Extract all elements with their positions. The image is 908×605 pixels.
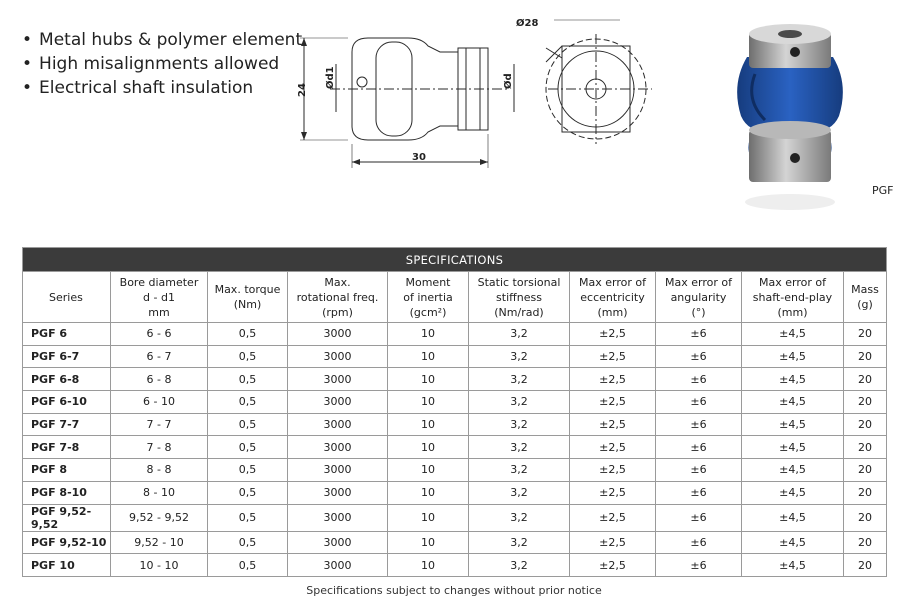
series-cell: PGF 10 bbox=[23, 554, 111, 577]
specifications-table bbox=[22, 247, 887, 577]
dim-diameter-label: Ø28 bbox=[516, 18, 539, 29]
table-cell: 0,5 bbox=[208, 323, 288, 346]
table-cell: ±6 bbox=[656, 531, 742, 554]
table-cell: 9,52 - 9,52 bbox=[111, 504, 208, 531]
dim-height-label: 24 bbox=[297, 83, 308, 97]
table-cell: 10 bbox=[388, 531, 469, 554]
table-cell: 0,5 bbox=[208, 459, 288, 482]
column-header-line: Bore diameter bbox=[119, 275, 199, 289]
column-header-line: mm bbox=[148, 305, 170, 319]
coupling-product-image bbox=[725, 12, 855, 217]
table-cell: 6 - 8 bbox=[111, 368, 208, 391]
table-cell: 20 bbox=[844, 436, 887, 459]
series-cell: PGF 6-10 bbox=[23, 391, 111, 414]
column-header-line: of inertia bbox=[403, 290, 453, 304]
table-cell: 0,5 bbox=[208, 504, 288, 531]
table-cell: ±6 bbox=[656, 323, 742, 346]
table-cell: 10 - 10 bbox=[111, 554, 208, 577]
table-cell: ±4,5 bbox=[742, 554, 844, 577]
table-cell: ±4,5 bbox=[742, 368, 844, 391]
series-cell: PGF 8 bbox=[23, 459, 111, 482]
table-cell: 9,52 - 10 bbox=[111, 531, 208, 554]
series-cell: PGF 6-8 bbox=[23, 368, 111, 391]
column-header-line: (g) bbox=[857, 298, 873, 311]
feature-list bbox=[22, 28, 302, 100]
column-header-line: Max. bbox=[324, 275, 351, 289]
table-cell: 3,2 bbox=[469, 391, 570, 414]
dim-d1-label: Ød1 bbox=[325, 66, 336, 89]
table-row bbox=[23, 413, 887, 436]
column-header-line: (mm) bbox=[777, 305, 808, 319]
table-cell: 10 bbox=[388, 504, 469, 531]
column-header bbox=[23, 272, 111, 323]
column-header-line: stiffness bbox=[496, 290, 542, 304]
column-header-line: eccentricity bbox=[580, 290, 645, 304]
table-cell: 3,2 bbox=[469, 459, 570, 482]
table-cell: 20 bbox=[844, 481, 887, 504]
table-cell: ±6 bbox=[656, 345, 742, 368]
table-cell: 6 - 10 bbox=[111, 391, 208, 414]
table-row bbox=[23, 345, 887, 368]
table-cell: 3,2 bbox=[469, 531, 570, 554]
table-cell: ±6 bbox=[656, 554, 742, 577]
column-header-line: Moment bbox=[405, 275, 451, 289]
feature-item: • High misalignments allowed bbox=[22, 52, 302, 76]
table-cell: ±2,5 bbox=[570, 391, 656, 414]
table-row bbox=[23, 504, 887, 531]
table-cell: 20 bbox=[844, 459, 887, 482]
column-header-line: Max error of bbox=[665, 275, 732, 289]
table-cell: 10 bbox=[388, 413, 469, 436]
table-cell: 3,2 bbox=[469, 345, 570, 368]
table-cell: ±6 bbox=[656, 413, 742, 436]
table-cell: ±4,5 bbox=[742, 504, 844, 531]
table-cell: 10 bbox=[388, 459, 469, 482]
column-header bbox=[111, 272, 208, 323]
column-header-line: Max. torque bbox=[214, 283, 281, 296]
series-cell: PGF 7-7 bbox=[23, 413, 111, 436]
table-cell: 3,2 bbox=[469, 368, 570, 391]
table-cell: ±4,5 bbox=[742, 436, 844, 459]
dim-length-label: 30 bbox=[412, 152, 426, 163]
table-cell: 3,2 bbox=[469, 554, 570, 577]
table-cell: 20 bbox=[844, 368, 887, 391]
column-header bbox=[469, 272, 570, 323]
series-cell: PGF 8-10 bbox=[23, 481, 111, 504]
table-cell: ±6 bbox=[656, 368, 742, 391]
table-cell: ±4,5 bbox=[742, 413, 844, 436]
table-cell: 0,5 bbox=[208, 554, 288, 577]
table-cell: ±4,5 bbox=[742, 531, 844, 554]
table-cell: 20 bbox=[844, 413, 887, 436]
series-cell: PGF 6 bbox=[23, 323, 111, 346]
table-cell: 20 bbox=[844, 391, 887, 414]
table-cell: 0,5 bbox=[208, 391, 288, 414]
table-cell: 0,5 bbox=[208, 413, 288, 436]
dim-d-label: Ød bbox=[503, 73, 514, 89]
table-cell: 8 - 10 bbox=[111, 481, 208, 504]
table-cell: 3,2 bbox=[469, 323, 570, 346]
table-cell: 10 bbox=[388, 391, 469, 414]
column-header-line: Static torsional bbox=[477, 275, 561, 289]
column-header-line: rotational freq. bbox=[296, 290, 379, 304]
table-cell: 3000 bbox=[288, 345, 388, 368]
table-cell: ±2,5 bbox=[570, 368, 656, 391]
table-cell: 20 bbox=[844, 554, 887, 577]
table-cell: ±2,5 bbox=[570, 481, 656, 504]
column-header-line: d - d1 bbox=[143, 290, 175, 304]
table-row bbox=[23, 531, 887, 554]
column-header bbox=[208, 272, 288, 323]
table-cell: 3000 bbox=[288, 554, 388, 577]
table-cell: 20 bbox=[844, 345, 887, 368]
table-cell: ±4,5 bbox=[742, 345, 844, 368]
column-header bbox=[570, 272, 656, 323]
table-cell: 7 - 8 bbox=[111, 436, 208, 459]
table-cell: 3000 bbox=[288, 504, 388, 531]
table-cell: 0,5 bbox=[208, 436, 288, 459]
footnote: Specifications subject to changes without prior notice bbox=[306, 584, 602, 597]
column-header bbox=[656, 272, 742, 323]
table-cell: 3000 bbox=[288, 413, 388, 436]
feature-item: • Metal hubs & polymer element bbox=[22, 28, 302, 52]
table-cell: 3000 bbox=[288, 391, 388, 414]
technical-drawing bbox=[290, 12, 660, 172]
table-cell: 10 bbox=[388, 345, 469, 368]
column-header-line: Max error of bbox=[759, 275, 826, 289]
table-cell: ±6 bbox=[656, 481, 742, 504]
series-cell: PGF 9,52-10 bbox=[23, 531, 111, 554]
table-cell: ±6 bbox=[656, 504, 742, 531]
table-title: SPECIFICATIONS bbox=[23, 248, 887, 272]
table-cell: ±2,5 bbox=[570, 554, 656, 577]
column-header-line: (Nm/rad) bbox=[494, 305, 544, 319]
table-cell: 8 - 8 bbox=[111, 459, 208, 482]
series-cell: PGF 6-7 bbox=[23, 345, 111, 368]
table-cell: 10 bbox=[388, 481, 469, 504]
table-cell: 10 bbox=[388, 368, 469, 391]
table-cell: 6 - 6 bbox=[111, 323, 208, 346]
table-cell: 20 bbox=[844, 531, 887, 554]
feature-item: • Electrical shaft insulation bbox=[22, 76, 302, 100]
table-cell: ±6 bbox=[656, 436, 742, 459]
table-cell: ±2,5 bbox=[570, 459, 656, 482]
product-label: PGF bbox=[872, 184, 894, 197]
series-cell: PGF 9,52-9,52 bbox=[23, 504, 111, 531]
table-cell: ±2,5 bbox=[570, 345, 656, 368]
table-cell: 3000 bbox=[288, 436, 388, 459]
column-header-line: (Nm) bbox=[233, 298, 262, 311]
table-row bbox=[23, 481, 887, 504]
table-cell: 3,2 bbox=[469, 504, 570, 531]
column-header-line: shaft-end-play bbox=[752, 290, 833, 304]
table-cell: ±4,5 bbox=[742, 459, 844, 482]
series-cell: PGF 7-8 bbox=[23, 436, 111, 459]
table-cell: 10 bbox=[388, 554, 469, 577]
table-row bbox=[23, 368, 887, 391]
table-row bbox=[23, 323, 887, 346]
column-header-line: Max error of bbox=[579, 275, 646, 289]
table-cell: 6 - 7 bbox=[111, 345, 208, 368]
column-header-line: (rpm) bbox=[322, 305, 353, 319]
table-row bbox=[23, 391, 887, 414]
column-header-line: Series bbox=[49, 290, 83, 304]
column-header bbox=[288, 272, 388, 323]
table-cell: 10 bbox=[388, 323, 469, 346]
table-row bbox=[23, 436, 887, 459]
column-header-line: angularity bbox=[670, 290, 727, 304]
table-cell: 3000 bbox=[288, 459, 388, 482]
column-header-line: (gcm²) bbox=[409, 305, 447, 319]
column-header-line: (mm) bbox=[597, 305, 628, 319]
table-cell: 3,2 bbox=[469, 436, 570, 459]
table-cell: 7 - 7 bbox=[111, 413, 208, 436]
table-cell: 3000 bbox=[288, 531, 388, 554]
table-row bbox=[23, 459, 887, 482]
column-header bbox=[388, 272, 469, 323]
table-cell: ±2,5 bbox=[570, 323, 656, 346]
table-cell: ±6 bbox=[656, 459, 742, 482]
table-cell: ±2,5 bbox=[570, 531, 656, 554]
table-cell: 10 bbox=[388, 436, 469, 459]
column-header bbox=[844, 272, 887, 323]
table-cell: ±4,5 bbox=[742, 481, 844, 504]
table-cell: 3,2 bbox=[469, 481, 570, 504]
table-cell: 0,5 bbox=[208, 368, 288, 391]
table-cell: ±4,5 bbox=[742, 323, 844, 346]
table-cell: 0,5 bbox=[208, 481, 288, 504]
table-cell: ±2,5 bbox=[570, 504, 656, 531]
column-header bbox=[742, 272, 844, 323]
column-header-line: Mass bbox=[851, 283, 879, 296]
table-cell: 20 bbox=[844, 323, 887, 346]
table-cell: ±6 bbox=[656, 391, 742, 414]
table-cell: ±2,5 bbox=[570, 413, 656, 436]
column-header-line: (°) bbox=[691, 305, 706, 319]
table-cell: 3,2 bbox=[469, 413, 570, 436]
table-cell: 20 bbox=[844, 504, 887, 531]
table-cell: ±4,5 bbox=[742, 391, 844, 414]
table-row bbox=[23, 554, 887, 577]
table-cell: 3000 bbox=[288, 323, 388, 346]
table-cell: ±2,5 bbox=[570, 436, 656, 459]
table-cell: 3000 bbox=[288, 481, 388, 504]
table-cell: 0,5 bbox=[208, 345, 288, 368]
table-cell: 3000 bbox=[288, 368, 388, 391]
table-cell: 0,5 bbox=[208, 531, 288, 554]
